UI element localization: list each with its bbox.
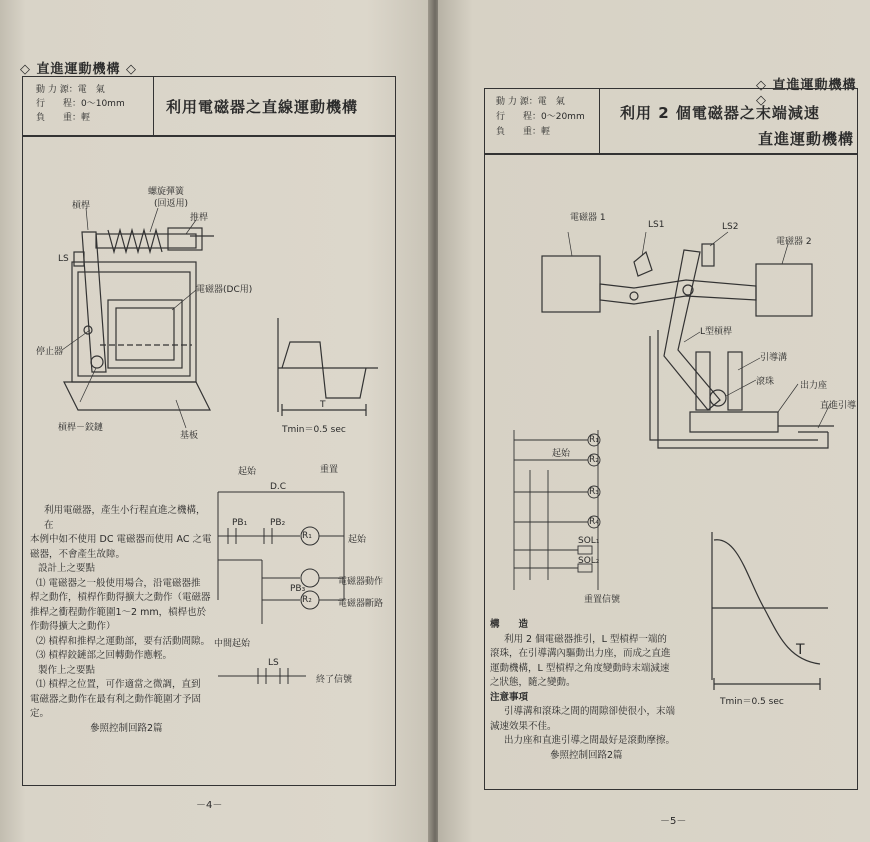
left-text-line: 參照控制回路2篇 bbox=[90, 722, 163, 734]
right-text-line: 滾珠，在引導溝內驅動出力座，而成之直進 bbox=[490, 648, 671, 659]
right-text-line: 之狀態，隨之變動。 bbox=[490, 677, 576, 688]
left-page-number: －4－ bbox=[196, 800, 223, 811]
label-spring-sub: (回返用) bbox=[154, 199, 189, 209]
right-notes-line: 出力座和直進引導之間最好是滾動摩擦。 bbox=[504, 735, 676, 746]
label-push-rod: 推桿 bbox=[190, 213, 209, 223]
left-spec-load: 負 重：輕 bbox=[36, 113, 91, 123]
left-text-line: 本例中如不使用 DC 電磁器而使用 AC 之電 bbox=[30, 534, 212, 545]
right-wave-tmin: Tmin＝0.5 sec bbox=[720, 697, 784, 707]
label-magnet-2: 電磁器 2 bbox=[776, 237, 812, 247]
label-ls2: LS2 bbox=[722, 222, 739, 232]
label-magnet: 電磁器(DC用) bbox=[196, 285, 253, 295]
right-notes-line: 引導溝和滾珠之間的間隙卻使很小，末端 bbox=[504, 706, 676, 717]
circuit-reset: 重置 bbox=[320, 465, 339, 475]
circuit-start: 起始 bbox=[238, 467, 257, 477]
ladder-start: 起始 bbox=[552, 449, 571, 459]
left-text-line: 設計上之要點 bbox=[38, 563, 96, 574]
left-text-line: 作動得擴大之動作） bbox=[30, 621, 116, 632]
right-text-heading: 構 造 bbox=[490, 619, 529, 630]
label-guide: 引導溝 bbox=[760, 353, 788, 363]
right-body-text bbox=[490, 618, 702, 763]
left-body-text bbox=[30, 504, 214, 736]
ladder-r2: R₂ bbox=[589, 455, 599, 465]
circuit-r1: R₁ bbox=[302, 531, 312, 541]
right-wave-t: T bbox=[796, 642, 805, 658]
label-ls: LS bbox=[58, 254, 69, 264]
left-text-line: 磁器，不會產生故障。 bbox=[30, 548, 126, 560]
circuit-pb2: PB₂ bbox=[270, 518, 286, 528]
label-l-lever: L型槓桿 bbox=[700, 327, 733, 337]
label-hinge: 槓桿－鉸鏈 bbox=[58, 423, 104, 433]
left-spec-power: 動 力 源：電 氣 bbox=[36, 85, 105, 95]
right-spec-power: 動 力 源：電 氣 bbox=[496, 97, 565, 107]
left-text-line: 製作上之要點 bbox=[38, 664, 96, 676]
left-spec-stroke: 行 程：0～10mm bbox=[36, 99, 125, 109]
label-rail: 直進引導 bbox=[820, 401, 857, 411]
circuit-ls: LS bbox=[268, 658, 279, 668]
left-wave-t: T bbox=[320, 400, 326, 410]
right-page-title-2: 直進運動機構 bbox=[758, 130, 855, 148]
left-text-line: 推桿之衝程動作範圍1～2 mm，槓桿也於 bbox=[30, 606, 207, 618]
left-section-header: ◇ 直進運動機構 ◇ bbox=[20, 62, 138, 77]
right-notes-line: 參照控制回路2篇 bbox=[550, 749, 623, 761]
label-spring: 螺旋彈簧 bbox=[148, 187, 185, 197]
left-text-line: ⑴ 電磁器之一般使用場合，沿電磁器推 bbox=[36, 577, 201, 589]
circuit-r2: R₂ bbox=[302, 595, 312, 605]
right-notes-heading: 注意事項 bbox=[490, 691, 529, 703]
right-page-number: －5－ bbox=[660, 816, 687, 827]
ladder-reset-signal: 重置信號 bbox=[584, 595, 621, 605]
right-text-line: 利用 2 個電磁器推引，L 型槓桿一端的 bbox=[504, 633, 667, 645]
ladder-r1: R₁ bbox=[589, 435, 599, 445]
left-text-line: ⑵ 槓桿和推桿之運動部，要有活動間隙。 bbox=[36, 635, 211, 647]
left-text-line: 利用電磁器，產生小行程直進之機構，在 bbox=[44, 505, 206, 531]
right-spec-load: 負 重：輕 bbox=[496, 127, 551, 137]
circuit-dc: D.C bbox=[270, 482, 287, 492]
right-spec-stroke: 行 程：0～20mm bbox=[496, 112, 585, 122]
right-notes-line: 減速效果不佳。 bbox=[490, 720, 557, 732]
left-wave-tmin: Tmin＝0.5 sec bbox=[282, 425, 346, 435]
left-text-line: ⑶ 槓桿鉸鏈部之回轉動作應輕。 bbox=[36, 650, 173, 661]
right-section-header: ◇ 直進運動機構 ◇ bbox=[756, 78, 857, 108]
label-ls1: LS1 bbox=[648, 220, 665, 230]
circuit-mid-start: 中間起始 bbox=[214, 639, 251, 649]
circuit-magnet-off: 電磁器斷路 bbox=[338, 599, 384, 609]
ladder-r4: R₄ bbox=[589, 517, 599, 527]
label-stopper: 停止器 bbox=[36, 347, 64, 357]
left-page bbox=[0, 0, 432, 842]
label-base: 基板 bbox=[180, 431, 199, 441]
label-roller: 滾珠 bbox=[756, 377, 775, 387]
right-page-title-1: 利用 2 個電磁器之末端減速 bbox=[620, 104, 820, 122]
right-text-line: 運動機構，L 型槓桿之角度變動時末端減速 bbox=[490, 662, 670, 674]
ladder-sol2: SOL₂ bbox=[578, 556, 600, 566]
left-page-title: 利用電磁器之直線運動機構 bbox=[166, 98, 359, 116]
circuit-pb3: PB₃ bbox=[290, 584, 306, 594]
left-text-line: 桿之動作，槓桿作動得擴大之動作（電磁器 bbox=[30, 592, 211, 603]
left-text-line: 電磁器之動作在最有利之動作範圍才予固定。 bbox=[30, 693, 202, 719]
left-text-line: ⑴ 槓桿之位置，可作適當之微調，直到 bbox=[36, 679, 201, 690]
right-page bbox=[438, 0, 870, 842]
ladder-sol1: SOL₁ bbox=[578, 536, 600, 546]
circuit-start-right: 起始 bbox=[348, 535, 367, 545]
label-lever: 槓桿 bbox=[72, 201, 91, 211]
circuit-pb1: PB₁ bbox=[232, 518, 248, 528]
ladder-r3: R₃ bbox=[589, 487, 599, 497]
circuit-magnet-on: 電磁器動作 bbox=[338, 577, 384, 587]
label-magnet-1: 電磁器 1 bbox=[570, 213, 606, 223]
circuit-end-signal: 終了信號 bbox=[316, 675, 353, 685]
label-output: 出力座 bbox=[800, 381, 828, 391]
